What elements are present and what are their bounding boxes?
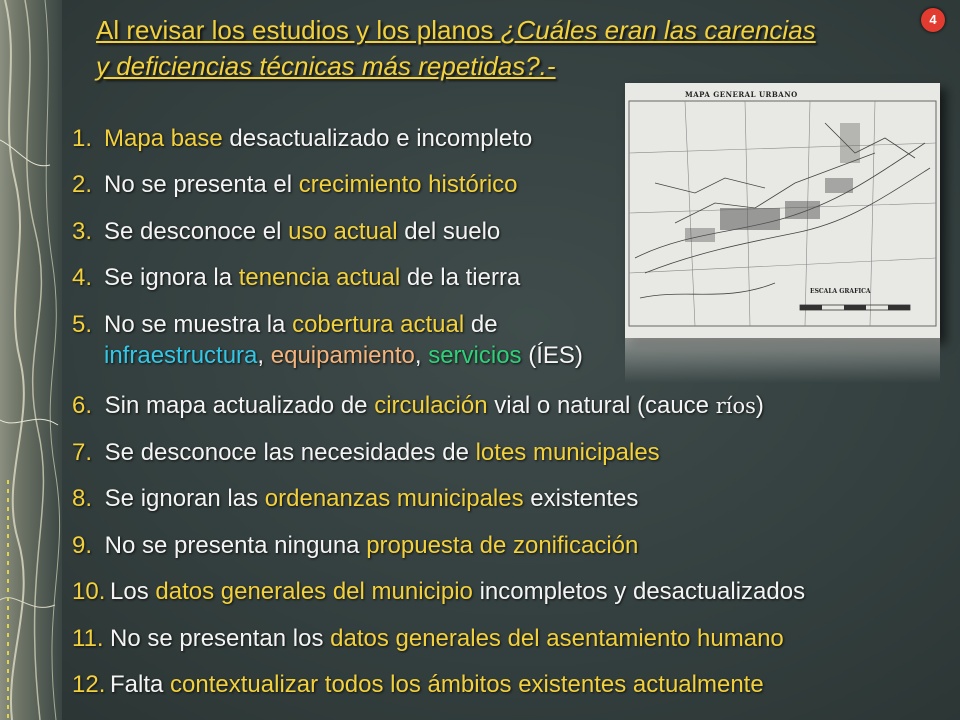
item-number: 2. xyxy=(72,171,93,198)
item-highlight: contextualizar todos los ámbitos existentes actualmente xyxy=(170,671,764,698)
item-text: Los xyxy=(110,578,156,605)
item-highlight: cobertura actual xyxy=(292,311,465,338)
item-highlight: datos generales del municipio xyxy=(155,578,473,605)
contour-lines-graphic xyxy=(0,0,62,720)
item-highlight: datos generales del asentamiento humano xyxy=(330,625,784,652)
title-plain: Al revisar los estudios y los planos xyxy=(96,15,501,45)
topographic-map-strip xyxy=(0,0,62,720)
item-text: ) xyxy=(755,392,764,419)
item-text: Sin mapa actualizado de xyxy=(98,392,375,419)
item-number: 8. xyxy=(72,485,93,512)
item-highlight: propuesta de zonificación xyxy=(366,532,639,559)
map-drawing xyxy=(625,83,940,338)
list-item xyxy=(72,671,764,699)
title-italic-1: ¿Cuáles eran las carencias xyxy=(500,15,816,45)
item-text: No se presenta el xyxy=(104,171,299,198)
item-text: de xyxy=(464,311,498,338)
item-text: desactualizado e incompleto xyxy=(222,125,533,152)
item-text: (ÍES) xyxy=(521,342,583,369)
list-item xyxy=(72,264,520,292)
item-text: Se desconoce el xyxy=(104,218,289,245)
item-number: 6. xyxy=(72,392,93,419)
item-text: de la tierra xyxy=(400,264,521,291)
slide-number-badge: 4 xyxy=(921,8,945,32)
list-item xyxy=(72,311,498,339)
list-item xyxy=(72,485,638,513)
list-item-continuation xyxy=(104,342,583,370)
item-number: 1. xyxy=(72,125,93,152)
item-number: 5. xyxy=(72,311,93,338)
item-number: 7. xyxy=(72,439,93,466)
list-item xyxy=(72,625,784,653)
item-text: No se presentan los xyxy=(110,625,331,652)
item-highlight: tenencia actual xyxy=(238,264,401,291)
list-item xyxy=(72,578,805,606)
list-item xyxy=(72,392,764,420)
item-text: Se ignoran las xyxy=(98,485,265,512)
item-text: No se presenta ninguna xyxy=(98,532,367,559)
item-number: 3. xyxy=(72,218,93,245)
item-text: No se muestra la xyxy=(104,311,293,338)
list-item xyxy=(72,218,500,246)
item-number: 9. xyxy=(72,532,93,559)
list-item xyxy=(72,125,532,153)
map-title: MAPA GENERAL URBANO xyxy=(685,90,798,99)
item-number: 11. xyxy=(72,625,104,652)
slide-title xyxy=(96,12,906,84)
map-scale-label: ESCALA GRAFICA xyxy=(810,288,871,295)
item-highlight-infra: infraestructura xyxy=(104,342,258,369)
item-number: 4. xyxy=(72,264,93,291)
item-highlight-serv: servicios xyxy=(428,342,522,369)
item-text: Se ignora la xyxy=(104,264,239,291)
urban-map-image xyxy=(625,83,940,338)
item-text: vial o natural (cauce xyxy=(487,392,716,419)
item-number: 12. xyxy=(72,671,106,698)
item-highlight: circulación xyxy=(374,392,488,419)
list-item xyxy=(72,532,638,560)
item-text: existentes xyxy=(523,485,639,512)
item-text: Se desconoce las necesidades de xyxy=(98,439,476,466)
item-highlight: crecimiento histórico xyxy=(298,171,518,198)
item-text: , xyxy=(414,342,429,369)
item-number: 10. xyxy=(72,578,106,605)
item-text: , xyxy=(257,342,271,369)
map-reflection xyxy=(625,338,940,383)
item-highlight: uso actual xyxy=(288,218,398,245)
item-highlight-equip: equipamiento xyxy=(270,342,415,369)
list-item xyxy=(72,171,518,199)
item-highlight: lotes municipales xyxy=(475,439,660,466)
item-highlight: Mapa base xyxy=(104,125,223,152)
title-italic-2: y deficiencias técnicas más repetidas?.- xyxy=(96,51,556,81)
item-text-serif: ríos xyxy=(715,394,756,418)
item-highlight: ordenanzas municipales xyxy=(264,485,524,512)
item-text: Falta xyxy=(110,671,171,698)
item-text: incompletos y desactualizados xyxy=(472,578,806,605)
list-item xyxy=(72,439,660,467)
item-text: del suelo xyxy=(397,218,501,245)
